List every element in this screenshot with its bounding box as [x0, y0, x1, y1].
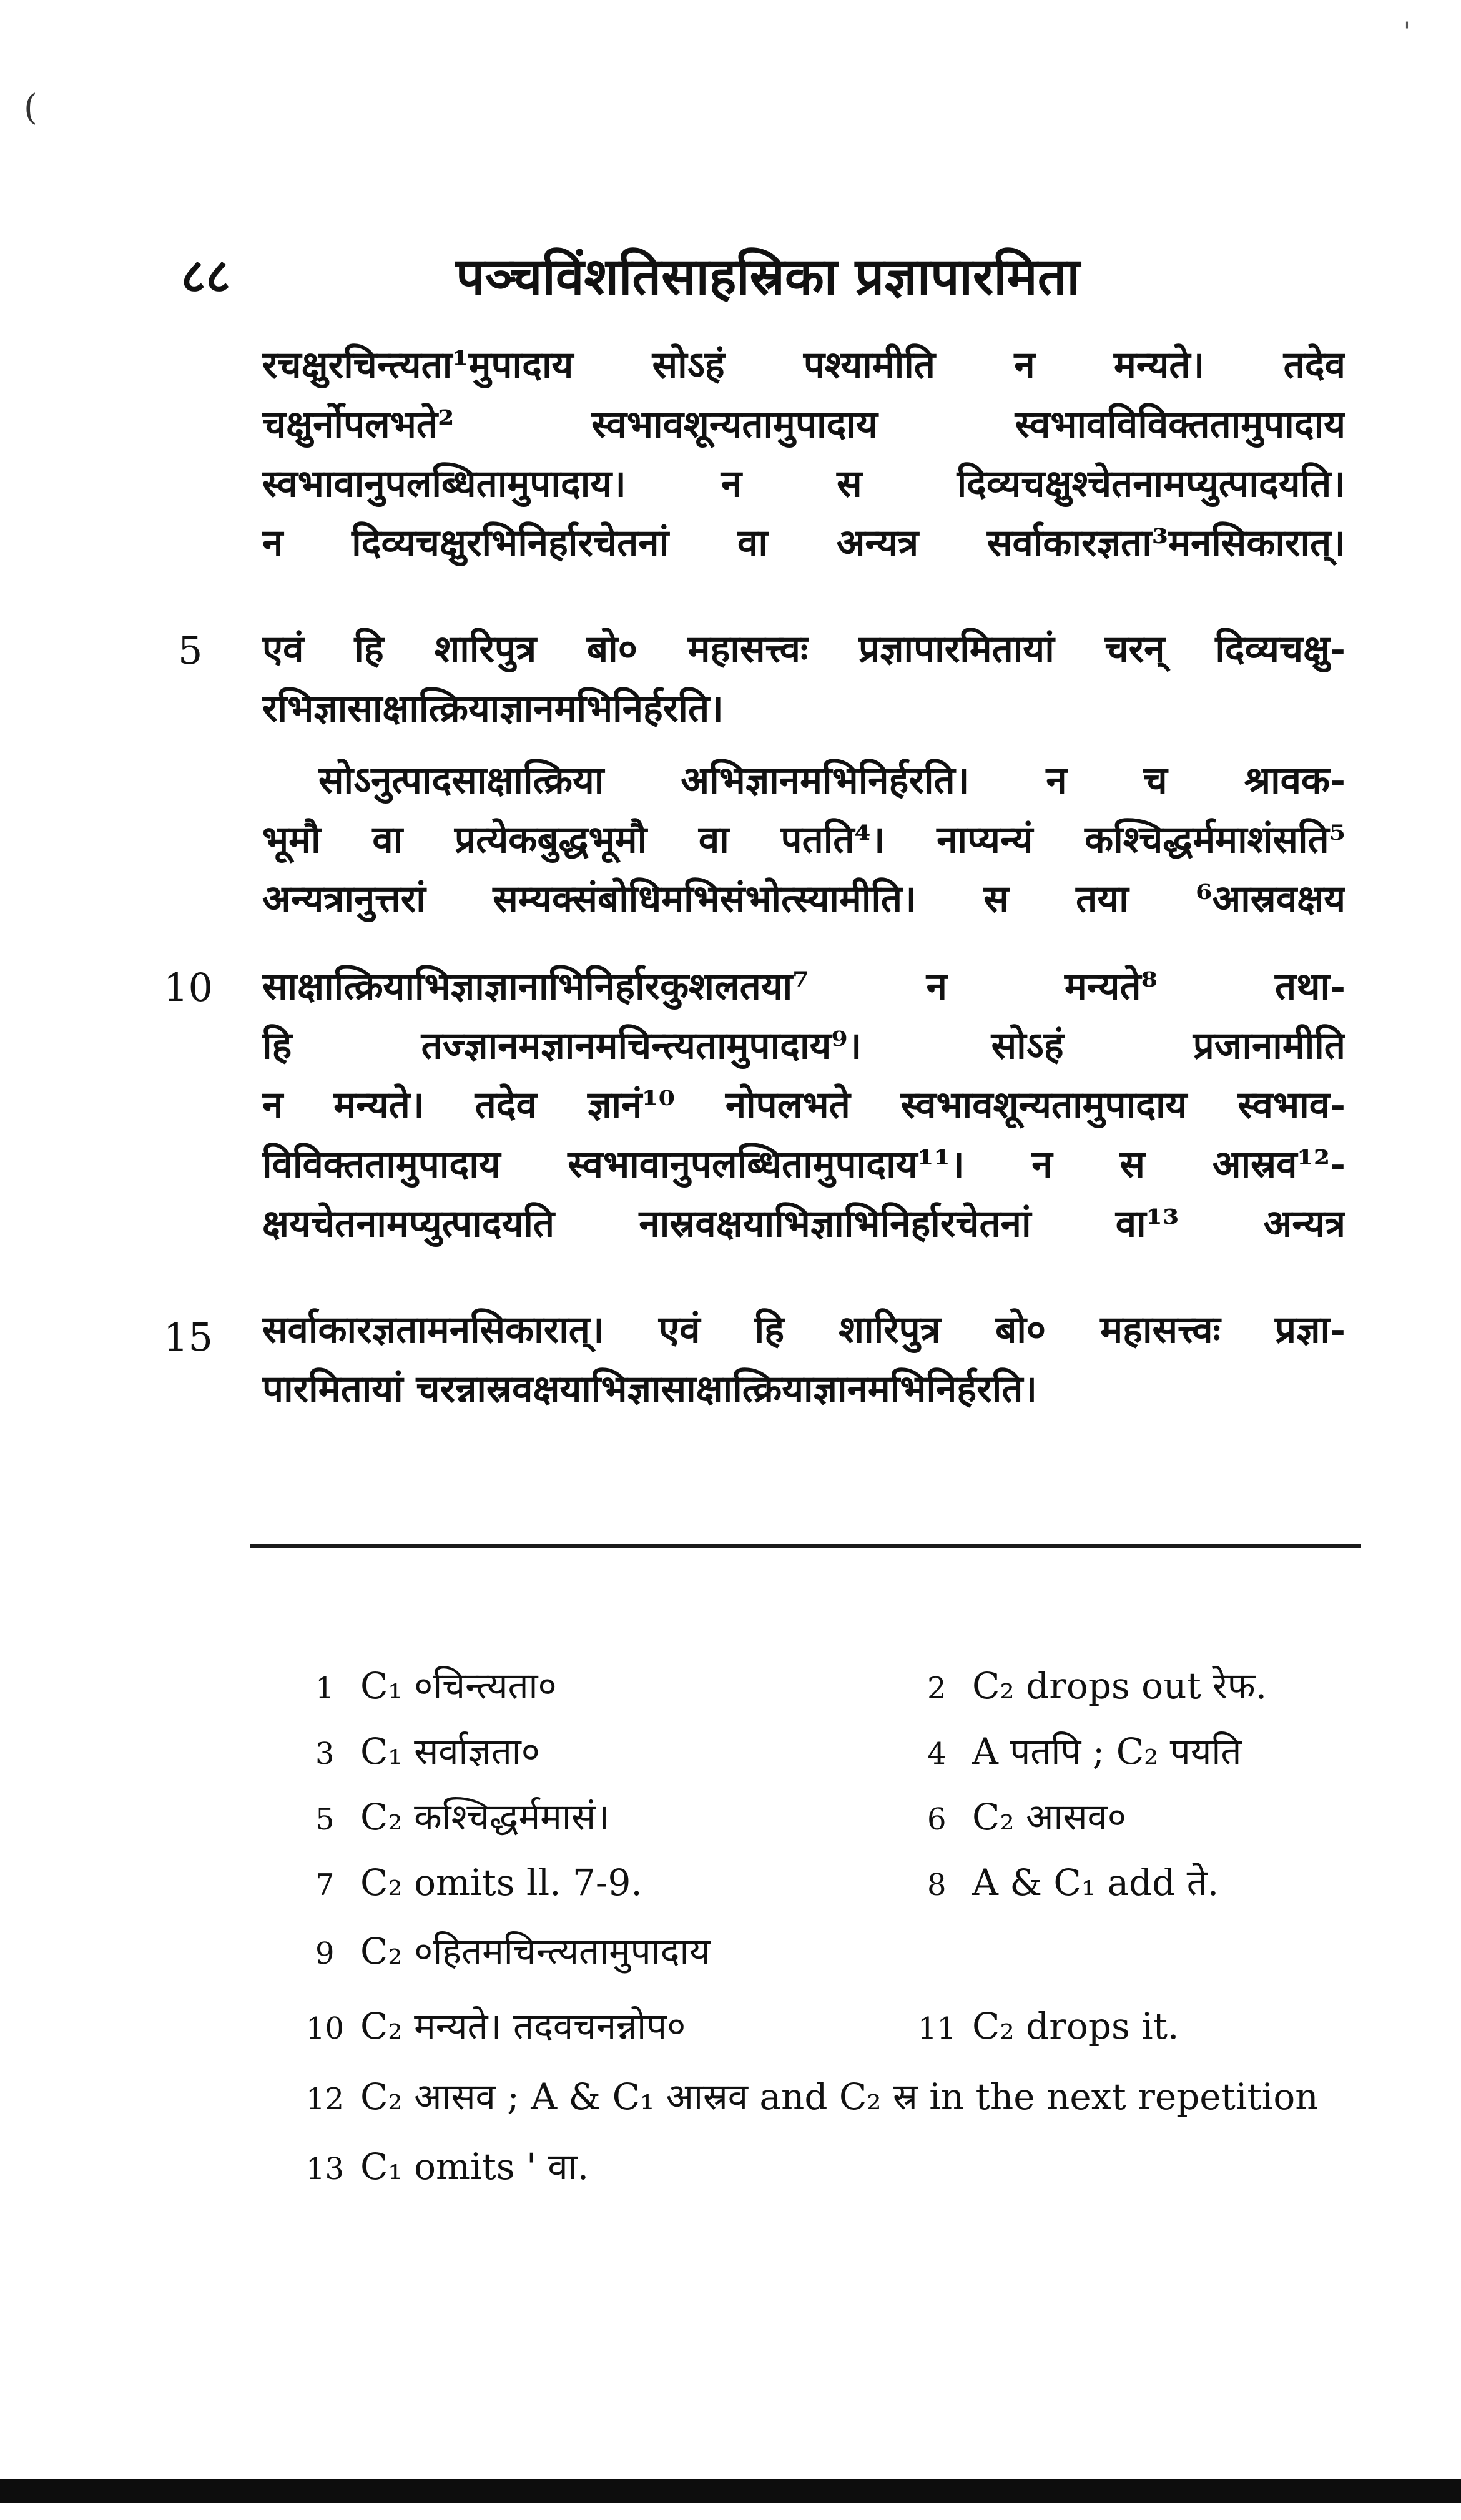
- text-line: भूमौ वा प्रत्येकबुद्धभूमौ वा पतति⁴। नाप्यन्यं कश्चिद्धर्ममाशंसति⁵: [262, 818, 1345, 862]
- text-line: रभिज्ञासाक्षात्क्रियाज्ञानमभिनिर्हरति।: [262, 687, 724, 731]
- footnote-item: [306, 2001, 686, 2051]
- footnote-number: 3: [315, 1736, 335, 1771]
- footnote-item: [315, 1926, 710, 1976]
- footnote-text: C₂ omits ll. 7-9.: [360, 1861, 642, 1904]
- text-line: सर्वाकारज्ञतामनसिकारात्। एवं हि शारिपुत्र बो० महासत्त्वः प्रज्ञा-: [262, 1308, 1345, 1352]
- footnote-item: [927, 1792, 1126, 1842]
- footnote-text: C₂ drops out रेफ.: [972, 1665, 1267, 1707]
- text-line: अन्यत्रानुत्तरां सम्यक्संबोधिमभिसंभोत्स्यामीति। स तया ⁶आस्रवक्षय: [262, 877, 1345, 921]
- footnote-number: 5: [315, 1802, 335, 1837]
- line-number: 5: [178, 628, 203, 673]
- running-title: पञ्चविंशतिसाहस्रिका प्रज्ञापारमिता: [456, 247, 1080, 307]
- footnote-text: C₁ omits ' वा.: [360, 2145, 589, 2188]
- footnote-number: 7: [315, 1868, 335, 1902]
- footnote-item: [927, 1858, 1219, 1907]
- footnote-item: [306, 2072, 1319, 2122]
- footnote-item: [927, 1661, 1267, 1711]
- text-line: साक्षात्क्रियाभिज्ञाज्ञानाभिनिर्हारकुशलतया⁷ न मन्यते⁸ तथा-: [262, 965, 1345, 1008]
- line-number: 10: [164, 965, 213, 1010]
- footnote-text: C₂ आसव०: [972, 1796, 1126, 1838]
- text-line: सोऽनुत्पादसाक्षात्क्रिया अभिज्ञानमभिनिर्हरति। न च श्रावक-: [318, 759, 1345, 802]
- footnote-number: 6: [927, 1802, 947, 1837]
- footnote-text: A पतपि ; C₂ पयति: [972, 1730, 1242, 1773]
- footnote-number: 4: [927, 1736, 947, 1771]
- text-line: क्षयचेतनामप्युत्पादयति नास्रवक्षयाभिज्ञाभिनिर्हारचेतनां वा¹³ अन्यत्र: [262, 1202, 1345, 1246]
- text-line: हि तज्ज्ञानमज्ञानमचिन्त्यतामुपादाय⁹। सोऽहं प्रजानामीति: [262, 1024, 1345, 1068]
- footnote-item: [315, 1858, 642, 1907]
- text-line: पारमितायां चरन्नास्रवक्षयाभिज्ञासाक्षात्क्रियाज्ञानमभिनिर्हरति।: [262, 1367, 1038, 1411]
- footnote-text: C₁ सर्वाज्ञता०: [360, 1730, 540, 1773]
- footnote-item: [918, 2001, 1179, 2051]
- footnote-text: A & C₁ add ते.: [972, 1861, 1219, 1904]
- footnote-number: 13: [306, 2152, 345, 2187]
- text-line: न दिव्यचक्षुरभिनिर्हारचेतनां वा अन्यत्र सर्वाकारज्ञता³मनसिकारात्।: [262, 521, 1345, 565]
- footnote-number: 12: [306, 2082, 345, 2117]
- footnote-item: [927, 1726, 1241, 1776]
- footnote-text: C₂ आसव ; A & C₁ आस्रव and C₂ स्र in the next repetition: [360, 2075, 1319, 2118]
- footnote-text: C₂ कश्चिद्धर्ममासं।: [360, 1796, 610, 1838]
- text-line: एवं हि शारिपुत्र बो० महासत्त्वः प्रज्ञापारमितायां चरन् दिव्यचक्षु-: [262, 628, 1345, 671]
- footnote-number: 9: [315, 1936, 335, 1971]
- footnote-number: 2: [927, 1671, 947, 1706]
- footnote-text: C₁ ०चिन्त्यता०: [360, 1665, 557, 1707]
- footnote-number: 1: [315, 1671, 335, 1706]
- line-number: 15: [164, 1314, 213, 1360]
- footnote-number: 10: [306, 2011, 345, 2046]
- page-number: ८८: [181, 248, 231, 303]
- footnote-item: [306, 2142, 589, 2192]
- margin-mark: (: [24, 87, 37, 128]
- footnote-item: [315, 1726, 540, 1776]
- scan-edge-bar: [0, 2479, 1461, 2503]
- text-line: स्वभावानुपलब्धितामुपादाय। न स दिव्यचक्षुश्चेतनामप्युत्पादयति।: [262, 462, 1345, 506]
- footnote-text: C₂ मन्यते। तदवचनन्नोप०: [360, 2005, 686, 2047]
- footnote-number: 11: [918, 2011, 957, 2046]
- footnote-rule: [250, 1544, 1361, 1548]
- corner-mark: ': [1404, 17, 1410, 46]
- page-header: [181, 236, 1355, 311]
- text-line: न मन्यते। तदेव ज्ञानं¹⁰ नोपलभते स्वभावशून्यतामुपादाय स्वभाव-: [262, 1083, 1345, 1127]
- text-line: विविक्ततामुपादाय स्वभावानुपलब्धितामुपादाय¹¹। न स आस्रव¹²-: [262, 1143, 1345, 1186]
- footnote-text: C₂ drops it.: [972, 2005, 1179, 2047]
- footnote-text: C₂ ०हितमचिन्त्यतामुपादाय: [360, 1930, 711, 1972]
- footnote-item: [315, 1661, 557, 1711]
- text-line: चक्षुर्नोपलभते² स्वभावशून्यतामुपादाय स्वभावविविक्ततामुपादाय: [262, 403, 1345, 446]
- text-line: रचक्षुरचिन्त्यता¹मुपादाय सोऽहं पश्यामीति न मन्यते। तदेव: [262, 343, 1345, 387]
- footnote-item: [315, 1792, 609, 1842]
- footnote-number: 8: [927, 1868, 947, 1902]
